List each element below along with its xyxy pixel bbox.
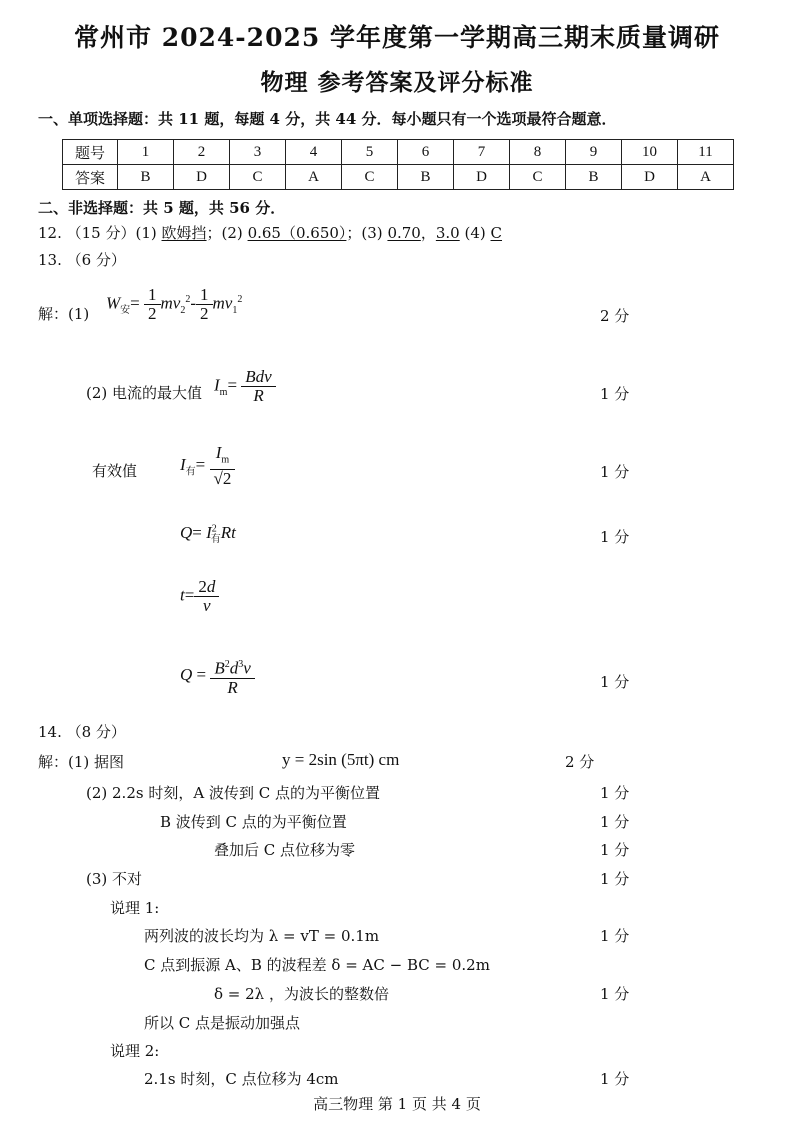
q13-formula-heat: $Q= I^2_有Rt$ bbox=[180, 523, 236, 546]
q14-l5: (3) 不对 bbox=[86, 870, 143, 888]
q14-l3: B 波传到 C 点的为平衡位置 bbox=[160, 813, 347, 831]
row-label: 答案 bbox=[63, 165, 118, 190]
q14-l9: δ = 2λ ，为波长的整数倍 bbox=[214, 985, 389, 1003]
q13-l3-prefix: 有效值 bbox=[92, 462, 138, 480]
table-cell: C bbox=[510, 165, 566, 190]
table-cell: 6 bbox=[398, 140, 454, 165]
q14-l4: 叠加后 C 点位移为零 bbox=[214, 841, 356, 859]
score: 1 分 bbox=[600, 1070, 630, 1088]
row-label: 题号 bbox=[63, 140, 118, 165]
table-cell: 3 bbox=[230, 140, 286, 165]
q12-answer-1: 欧姆挡 bbox=[161, 224, 207, 242]
table-row bbox=[63, 140, 734, 165]
q13-formula-time: t= $\frac{2d}{v}$ bbox=[180, 578, 219, 615]
table-cell: C bbox=[230, 165, 286, 190]
score: 1 分 bbox=[600, 985, 630, 1003]
table-cell: C bbox=[342, 165, 398, 190]
q12-answer-3a: 0.70 bbox=[387, 224, 421, 242]
table-cell: 11 bbox=[678, 140, 734, 165]
table-cell: D bbox=[622, 165, 678, 190]
q14-formula-wave: y = 2sin (5πt) cm bbox=[282, 750, 400, 769]
section2-heading: 二、非选择题：共 5 题，共 56 分． bbox=[38, 199, 286, 217]
page-title: 常州市 2024-2025 学年度第一学期高三期末质量调研 bbox=[74, 23, 720, 52]
score: 1 分 bbox=[600, 784, 630, 802]
q12-comma: ， bbox=[420, 224, 436, 242]
table-cell: 1 bbox=[118, 140, 174, 165]
score: 1 分 bbox=[600, 463, 630, 481]
q12-line bbox=[38, 222, 502, 243]
table-cell: D bbox=[174, 165, 230, 190]
q14-l6: 说理 1: bbox=[110, 899, 160, 917]
q13-formula-result: Q = $\frac{B^2d^3v}{R}$ bbox=[180, 656, 255, 697]
section1-heading: 一、单项选择题：共 11 题，每题 4 分，共 44 分．每小题只有一个选项最符合题意． bbox=[38, 110, 617, 128]
score: 1 分 bbox=[600, 813, 630, 831]
table-cell: 8 bbox=[510, 140, 566, 165]
score: 2 分 bbox=[600, 307, 630, 325]
table-cell: D bbox=[454, 165, 510, 190]
q14-l7: 两列波的波长均为 λ = vT = 0.1m bbox=[144, 927, 380, 945]
score: 1 分 bbox=[600, 870, 630, 888]
q14-l12: 2.1s 时刻，C 点位移为 4cm bbox=[144, 1070, 339, 1088]
table-cell: 5 bbox=[342, 140, 398, 165]
q14-l10: 所以 C 点是振动加强点 bbox=[144, 1014, 301, 1032]
q12-answer-2: 0.65（0.650） bbox=[247, 224, 347, 242]
table-cell: 10 bbox=[622, 140, 678, 165]
q13-l2-prefix: (2) 电流的最大值 bbox=[86, 384, 203, 402]
q12-answer-4: C bbox=[490, 224, 503, 242]
q12-prefix: 12. （15 分）(1) bbox=[38, 224, 157, 242]
table-cell: 7 bbox=[454, 140, 510, 165]
q14-l2: (2) 2.2s 时刻，A 波传到 C 点的为平衡位置 bbox=[86, 784, 380, 802]
q13-l1-prefix: 解：(1) bbox=[38, 305, 90, 323]
q12-sep-4: (4) bbox=[464, 224, 486, 242]
table-row bbox=[63, 165, 734, 190]
table-cell: B bbox=[118, 165, 174, 190]
score: 1 分 bbox=[600, 841, 630, 859]
q13-header: 13. （6 分） bbox=[38, 251, 126, 269]
score: 1 分 bbox=[600, 528, 630, 546]
score: 1 分 bbox=[600, 927, 630, 945]
q13-formula-irms: $I_有=$ $\frac{I_m}{√2}$ bbox=[180, 444, 235, 488]
q13-formula-work: $W_安=$ $\frac{1}{2}$ $mv_2^2-$ $\frac{1}{2}$ $mv_1^2$ bbox=[106, 285, 243, 323]
table-cell: 4 bbox=[286, 140, 342, 165]
score: 1 分 bbox=[600, 385, 630, 403]
table-cell: B bbox=[398, 165, 454, 190]
q14-header: 14. （8 分） bbox=[38, 723, 126, 741]
page-footer: 高三物理 第 1 页 共 4 页 bbox=[313, 1095, 481, 1113]
page-subtitle: 物理 参考答案及评分标准 bbox=[260, 69, 534, 96]
q14-l8: C 点到振源 A、B 的波程差 δ = AC − BC = 0.2m bbox=[144, 956, 490, 974]
table-cell: A bbox=[678, 165, 734, 190]
table-cell: 9 bbox=[566, 140, 622, 165]
q14-l11: 说理 2: bbox=[110, 1042, 160, 1060]
q13-formula-imax: $I_m=$ $\frac{\text{Bdv}}{R}$ bbox=[214, 368, 276, 405]
score: 2 分 bbox=[565, 753, 595, 771]
q14-l1-prefix: 解：(1) 据图 bbox=[38, 753, 125, 771]
answer-table bbox=[62, 139, 734, 190]
q12-sep-3: ；(3) bbox=[346, 224, 383, 242]
table-cell: 2 bbox=[174, 140, 230, 165]
q12-answer-3b: 3.0 bbox=[435, 224, 460, 242]
score: 1 分 bbox=[600, 673, 630, 691]
table-cell: B bbox=[566, 165, 622, 190]
table-cell: A bbox=[286, 165, 342, 190]
q12-sep-2: ；(2) bbox=[206, 224, 243, 242]
